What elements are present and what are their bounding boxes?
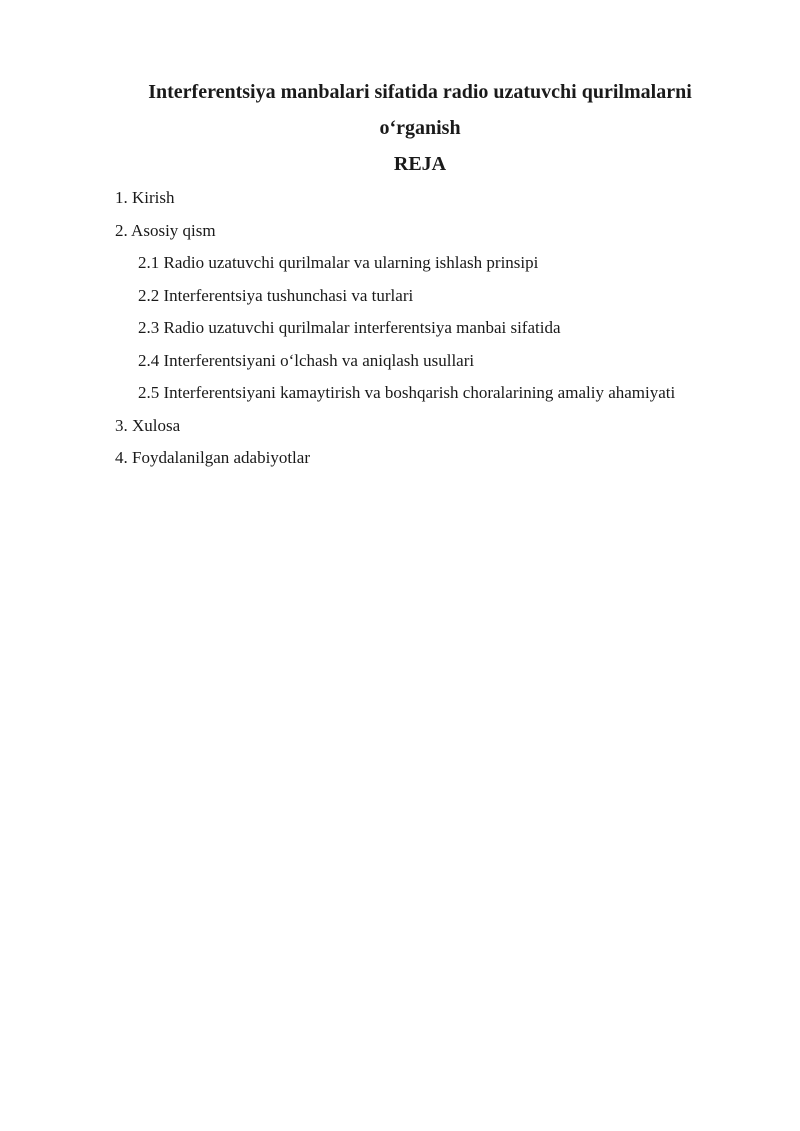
table-of-contents bbox=[0, 182, 800, 475]
toc-item-3: 3. Xulosa bbox=[115, 415, 181, 435]
toc-item-2: 2. Asosiy qism bbox=[115, 220, 216, 240]
toc-item-2-5: 2.5 Interferentsiyani kamaytirish va boshqarish choralarining amaliy ahamiyati bbox=[138, 383, 676, 402]
toc-item-4: 4. Foydalanilgan adabiyotlar bbox=[115, 448, 310, 467]
document-title bbox=[115, 74, 725, 146]
toc-item-2-1: 2.1 Radio uzatuvchi qurilmalar va ularning ishlash prinsipi bbox=[138, 253, 539, 272]
document-title-line-1: Interferentsiya manbalari sifatida radio uzatuvchi qurilmalarni bbox=[148, 81, 692, 103]
toc-item-1: 1. Kirish bbox=[115, 188, 175, 207]
toc-item-2-4: 2.4 Interferentsiyani o‘lchash va aniqlash usullari bbox=[138, 350, 475, 370]
toc-item-2-2: 2.2 Interferentsiya tushunchasi va turlari bbox=[138, 285, 414, 305]
document-title-line-2: o‘rganish bbox=[379, 117, 461, 139]
plan-heading: REJA bbox=[393, 153, 447, 175]
toc-item-2-3: 2.3 Radio uzatuvchi qurilmalar interferentsiya manbai sifatida bbox=[138, 318, 561, 337]
